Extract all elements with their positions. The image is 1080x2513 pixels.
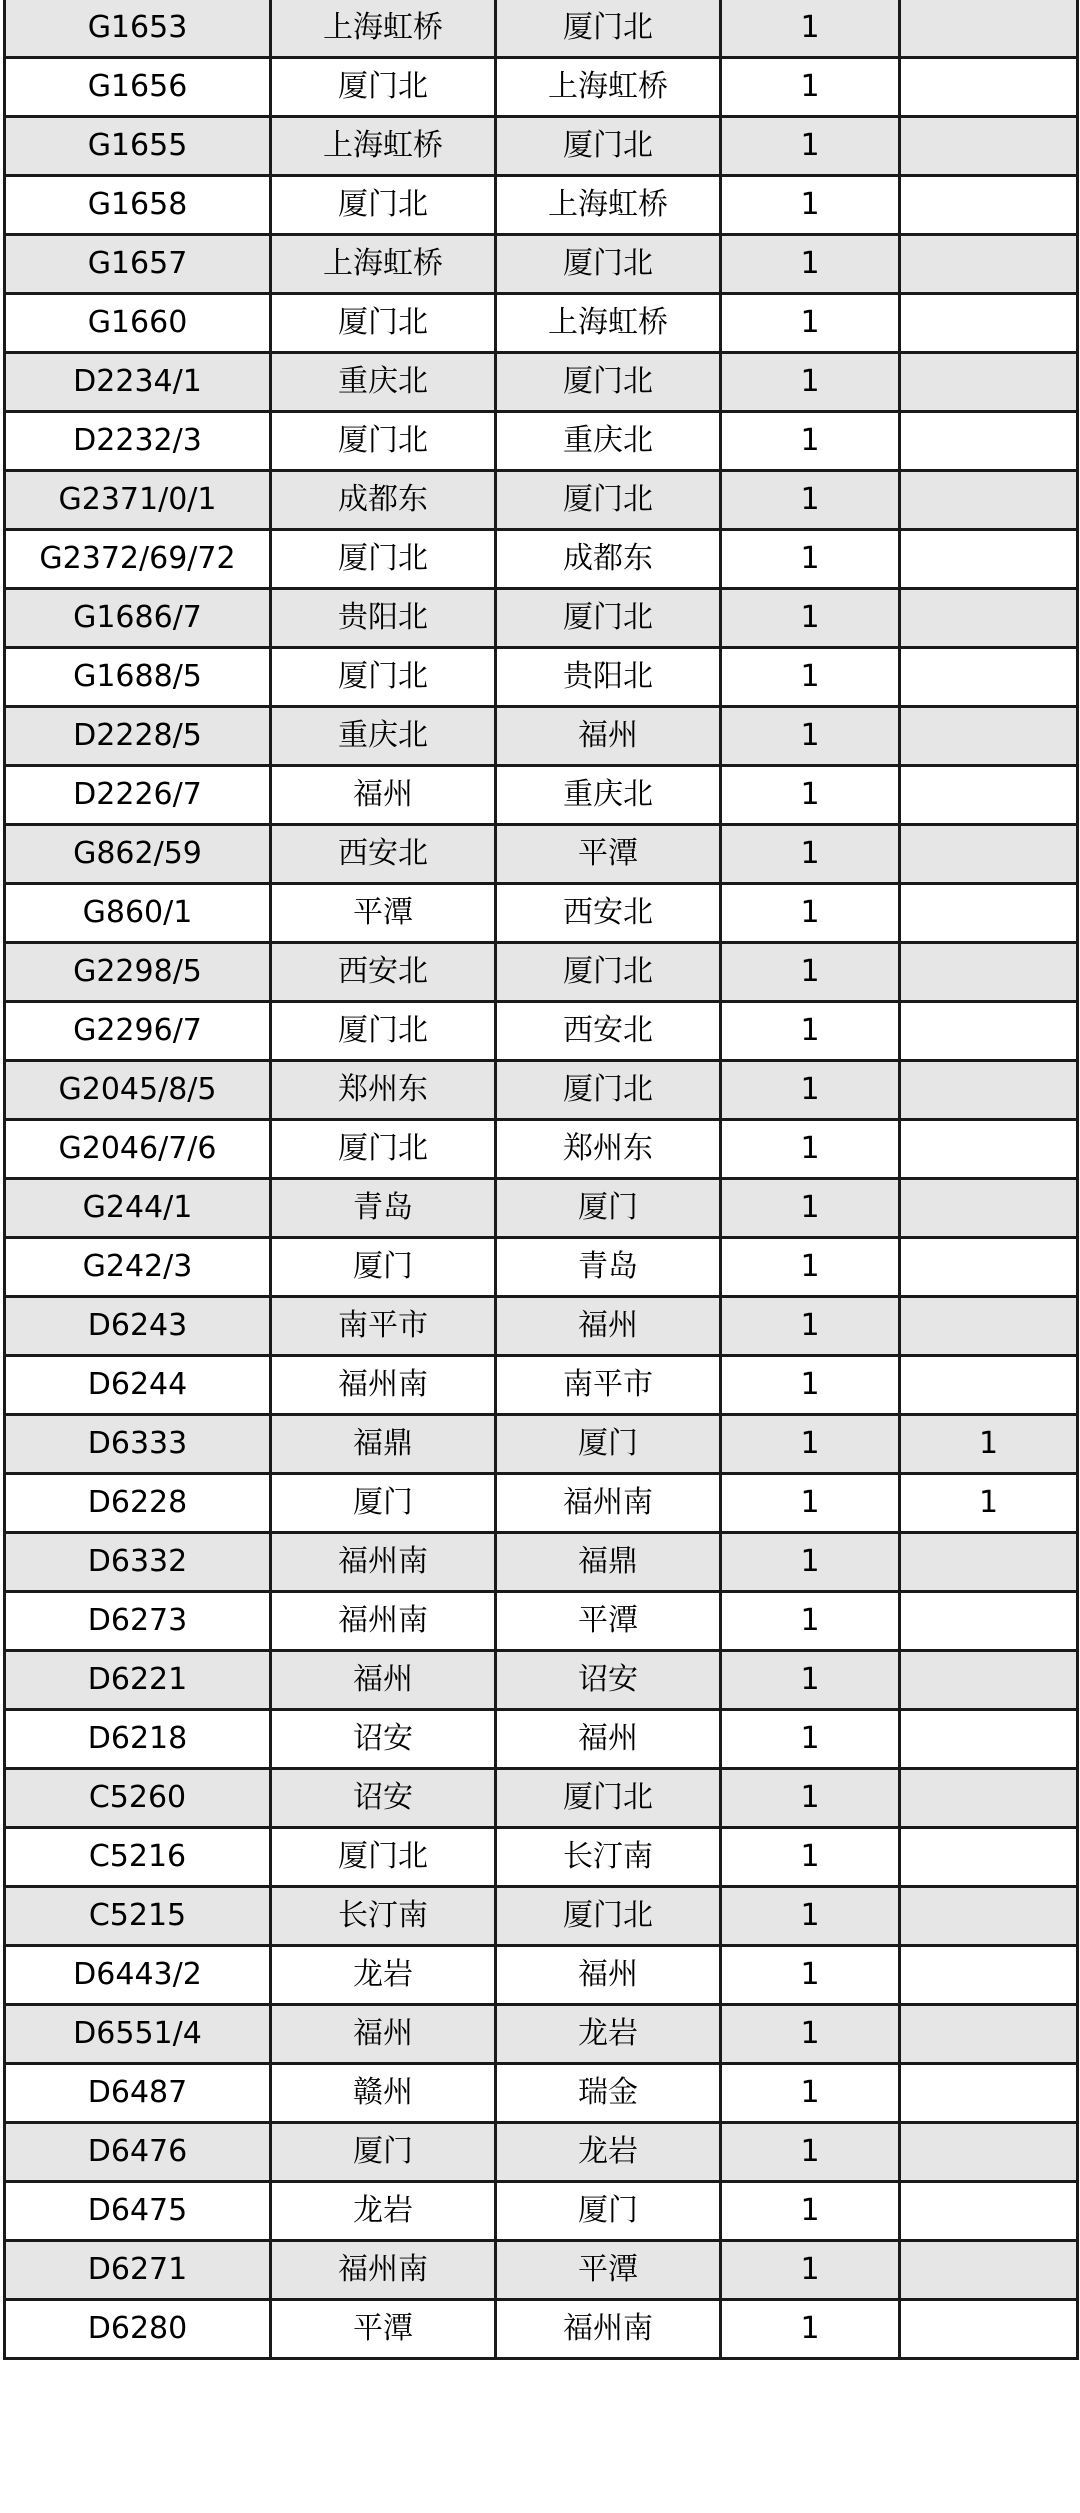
count-column-1-cell: 1 xyxy=(721,648,900,707)
count-column-1-cell: 1 xyxy=(721,1474,900,1533)
departure-station-cell: 厦门北 xyxy=(271,1002,496,1061)
train-number-cell: G2372/69/72 xyxy=(5,530,271,589)
count-column-1-cell: 1 xyxy=(721,1415,900,1474)
train-number-cell: G2371/0/1 xyxy=(5,471,271,530)
departure-station-cell: 福州南 xyxy=(271,1592,496,1651)
count-column-1-cell: 1 xyxy=(721,766,900,825)
count-column-2-cell xyxy=(900,412,1078,471)
arrival-station-cell: 上海虹桥 xyxy=(496,176,721,235)
arrival-station-cell: 郑州东 xyxy=(496,1120,721,1179)
count-column-2-cell xyxy=(900,1238,1078,1297)
train-number-cell: D2226/7 xyxy=(5,766,271,825)
count-column-1-cell: 1 xyxy=(721,825,900,884)
count-column-2-cell: 1 xyxy=(900,1474,1078,1533)
departure-station-cell: 诏安 xyxy=(271,1710,496,1769)
arrival-station-cell: 福州 xyxy=(496,707,721,766)
arrival-station-cell: 厦门北 xyxy=(496,353,721,412)
departure-station-cell: 厦门北 xyxy=(271,648,496,707)
train-number-cell: G2045/8/5 xyxy=(5,1061,271,1120)
train-number-cell: D6273 xyxy=(5,1592,271,1651)
table-row xyxy=(5,2182,1078,2241)
count-column-2-cell xyxy=(900,1297,1078,1356)
departure-station-cell: 成都东 xyxy=(271,471,496,530)
arrival-station-cell: 上海虹桥 xyxy=(496,294,721,353)
count-column-1-cell: 1 xyxy=(721,1651,900,1710)
table-row xyxy=(5,0,1078,58)
count-column-2-cell xyxy=(900,2005,1078,2064)
departure-station-cell: 龙岩 xyxy=(271,1946,496,2005)
departure-station-cell: 厦门北 xyxy=(271,1120,496,1179)
departure-station-cell: 青岛 xyxy=(271,1179,496,1238)
arrival-station-cell: 成都东 xyxy=(496,530,721,589)
departure-station-cell: 西安北 xyxy=(271,825,496,884)
table-row xyxy=(5,707,1078,766)
arrival-station-cell: 龙岩 xyxy=(496,2005,721,2064)
departure-station-cell: 福州南 xyxy=(271,2241,496,2300)
count-column-1-cell: 1 xyxy=(721,2241,900,2300)
count-column-2-cell: 1 xyxy=(900,1415,1078,1474)
table-row xyxy=(5,1769,1078,1828)
count-column-1-cell: 1 xyxy=(721,1592,900,1651)
table-row xyxy=(5,2005,1078,2064)
count-column-1-cell: 1 xyxy=(721,412,900,471)
arrival-station-cell: 厦门北 xyxy=(496,1061,721,1120)
table-row xyxy=(5,1946,1078,2005)
arrival-station-cell: 厦门 xyxy=(496,1179,721,1238)
count-column-2-cell xyxy=(900,2123,1078,2182)
count-column-2-cell xyxy=(900,1179,1078,1238)
departure-station-cell: 长汀南 xyxy=(271,1887,496,1946)
arrival-station-cell: 厦门 xyxy=(496,2182,721,2241)
train-number-cell: G1656 xyxy=(5,58,271,117)
count-column-2-cell xyxy=(900,1946,1078,2005)
count-column-1-cell: 1 xyxy=(721,530,900,589)
train-number-cell: D6271 xyxy=(5,2241,271,2300)
train-number-cell: G2298/5 xyxy=(5,943,271,1002)
table-row xyxy=(5,1238,1078,1297)
count-column-2-cell xyxy=(900,117,1078,176)
count-column-1-cell: 1 xyxy=(721,0,900,58)
table-row xyxy=(5,766,1078,825)
departure-station-cell: 赣州 xyxy=(271,2064,496,2123)
count-column-1-cell: 1 xyxy=(721,1238,900,1297)
train-number-cell: G1658 xyxy=(5,176,271,235)
table-row xyxy=(5,1179,1078,1238)
train-number-cell: D2228/5 xyxy=(5,707,271,766)
arrival-station-cell: 厦门北 xyxy=(496,943,721,1002)
count-column-1-cell: 1 xyxy=(721,353,900,412)
table-row xyxy=(5,1415,1078,1474)
table-row xyxy=(5,1474,1078,1533)
arrival-station-cell: 厦门北 xyxy=(496,589,721,648)
table-row xyxy=(5,1297,1078,1356)
schedule-table-body xyxy=(5,0,1078,2359)
count-column-1-cell: 1 xyxy=(721,2182,900,2241)
table-row xyxy=(5,648,1078,707)
departure-station-cell: 诏安 xyxy=(271,1769,496,1828)
arrival-station-cell: 西安北 xyxy=(496,1002,721,1061)
departure-station-cell: 平潭 xyxy=(271,884,496,943)
count-column-1-cell: 1 xyxy=(721,1002,900,1061)
arrival-station-cell: 福州 xyxy=(496,1710,721,1769)
arrival-station-cell: 厦门北 xyxy=(496,1769,721,1828)
table-row xyxy=(5,58,1078,117)
count-column-2-cell xyxy=(900,1120,1078,1179)
arrival-station-cell: 瑞金 xyxy=(496,2064,721,2123)
count-column-2-cell xyxy=(900,589,1078,648)
count-column-2-cell xyxy=(900,0,1078,58)
departure-station-cell: 重庆北 xyxy=(271,353,496,412)
count-column-1-cell: 1 xyxy=(721,943,900,1002)
departure-station-cell: 厦门北 xyxy=(271,530,496,589)
table-row xyxy=(5,294,1078,353)
departure-station-cell: 重庆北 xyxy=(271,707,496,766)
table-row xyxy=(5,2064,1078,2123)
arrival-station-cell: 福鼎 xyxy=(496,1533,721,1592)
arrival-station-cell: 厦门北 xyxy=(496,235,721,294)
arrival-station-cell: 厦门 xyxy=(496,1415,721,1474)
train-number-cell: G1655 xyxy=(5,117,271,176)
train-number-cell: D2234/1 xyxy=(5,353,271,412)
count-column-1-cell: 1 xyxy=(721,1356,900,1415)
table-row xyxy=(5,117,1078,176)
table-row xyxy=(5,1356,1078,1415)
table-row xyxy=(5,1651,1078,1710)
table-row xyxy=(5,2123,1078,2182)
train-number-cell: G242/3 xyxy=(5,1238,271,1297)
count-column-1-cell: 1 xyxy=(721,1179,900,1238)
arrival-station-cell: 重庆北 xyxy=(496,412,721,471)
count-column-2-cell xyxy=(900,530,1078,589)
train-number-cell: D6243 xyxy=(5,1297,271,1356)
train-number-cell: G1653 xyxy=(5,0,271,58)
departure-station-cell: 厦门北 xyxy=(271,58,496,117)
count-column-2-cell xyxy=(900,1533,1078,1592)
table-row xyxy=(5,471,1078,530)
table-row xyxy=(5,530,1078,589)
count-column-2-cell xyxy=(900,1592,1078,1651)
table-row xyxy=(5,353,1078,412)
count-column-1-cell: 1 xyxy=(721,2064,900,2123)
train-number-cell: G2046/7/6 xyxy=(5,1120,271,1179)
train-number-cell: D6333 xyxy=(5,1415,271,1474)
count-column-1-cell: 1 xyxy=(721,1120,900,1179)
train-number-cell: C5215 xyxy=(5,1887,271,1946)
train-number-cell: D6332 xyxy=(5,1533,271,1592)
table-row xyxy=(5,235,1078,294)
arrival-station-cell: 平潭 xyxy=(496,1592,721,1651)
arrival-station-cell: 福州 xyxy=(496,1297,721,1356)
count-column-2-cell xyxy=(900,707,1078,766)
count-column-1-cell: 1 xyxy=(721,1769,900,1828)
count-column-2-cell xyxy=(900,2300,1078,2359)
table-row xyxy=(5,1828,1078,1887)
train-number-cell: D6475 xyxy=(5,2182,271,2241)
train-number-cell: D6221 xyxy=(5,1651,271,1710)
count-column-1-cell: 1 xyxy=(721,2005,900,2064)
departure-station-cell: 厦门 xyxy=(271,1238,496,1297)
arrival-station-cell: 平潭 xyxy=(496,2241,721,2300)
train-number-cell: G2296/7 xyxy=(5,1002,271,1061)
count-column-2-cell xyxy=(900,1769,1078,1828)
arrival-station-cell: 福州南 xyxy=(496,1474,721,1533)
train-number-cell: G1686/7 xyxy=(5,589,271,648)
table-row xyxy=(5,1533,1078,1592)
arrival-station-cell: 贵阳北 xyxy=(496,648,721,707)
count-column-1-cell: 1 xyxy=(721,1297,900,1356)
departure-station-cell: 厦门北 xyxy=(271,1828,496,1887)
table-row xyxy=(5,412,1078,471)
table-row xyxy=(5,1002,1078,1061)
departure-station-cell: 龙岩 xyxy=(271,2182,496,2241)
count-column-2-cell xyxy=(900,353,1078,412)
train-number-cell: C5216 xyxy=(5,1828,271,1887)
count-column-2-cell xyxy=(900,235,1078,294)
count-column-2-cell xyxy=(900,648,1078,707)
table-row xyxy=(5,884,1078,943)
table-row xyxy=(5,2241,1078,2300)
table-row xyxy=(5,1710,1078,1769)
departure-station-cell: 上海虹桥 xyxy=(271,117,496,176)
train-number-cell: G1660 xyxy=(5,294,271,353)
table-row xyxy=(5,1061,1078,1120)
count-column-1-cell: 1 xyxy=(721,884,900,943)
train-number-cell: D6228 xyxy=(5,1474,271,1533)
table-row xyxy=(5,589,1078,648)
arrival-station-cell: 平潭 xyxy=(496,825,721,884)
train-number-cell: D6476 xyxy=(5,2123,271,2182)
train-number-cell: G1688/5 xyxy=(5,648,271,707)
table-row xyxy=(5,1592,1078,1651)
arrival-station-cell: 上海虹桥 xyxy=(496,58,721,117)
departure-station-cell: 福州南 xyxy=(271,1356,496,1415)
train-number-cell: D6443/2 xyxy=(5,1946,271,2005)
departure-station-cell: 郑州东 xyxy=(271,1061,496,1120)
arrival-station-cell: 厦门北 xyxy=(496,117,721,176)
departure-station-cell: 福州南 xyxy=(271,1533,496,1592)
count-column-1-cell: 1 xyxy=(721,176,900,235)
arrival-station-cell: 重庆北 xyxy=(496,766,721,825)
count-column-2-cell xyxy=(900,1061,1078,1120)
count-column-2-cell xyxy=(900,766,1078,825)
count-column-1-cell: 1 xyxy=(721,1710,900,1769)
count-column-1-cell: 1 xyxy=(721,117,900,176)
arrival-station-cell: 福州 xyxy=(496,1946,721,2005)
count-column-2-cell xyxy=(900,2064,1078,2123)
arrival-station-cell: 西安北 xyxy=(496,884,721,943)
count-column-1-cell: 1 xyxy=(721,2123,900,2182)
count-column-1-cell: 1 xyxy=(721,294,900,353)
train-number-cell: D6218 xyxy=(5,1710,271,1769)
count-column-1-cell: 1 xyxy=(721,235,900,294)
departure-station-cell: 上海虹桥 xyxy=(271,235,496,294)
count-column-2-cell xyxy=(900,1651,1078,1710)
count-column-1-cell: 1 xyxy=(721,1946,900,2005)
train-number-cell: G244/1 xyxy=(5,1179,271,1238)
arrival-station-cell: 长汀南 xyxy=(496,1828,721,1887)
departure-station-cell: 上海虹桥 xyxy=(271,0,496,58)
count-column-2-cell xyxy=(900,884,1078,943)
table-row xyxy=(5,943,1078,1002)
departure-station-cell: 福州 xyxy=(271,2005,496,2064)
count-column-2-cell xyxy=(900,58,1078,117)
count-column-1-cell: 1 xyxy=(721,1828,900,1887)
departure-station-cell: 福鼎 xyxy=(271,1415,496,1474)
arrival-station-cell: 厦门北 xyxy=(496,1887,721,1946)
count-column-2-cell xyxy=(900,1356,1078,1415)
train-number-cell: G862/59 xyxy=(5,825,271,884)
departure-station-cell: 厦门 xyxy=(271,1474,496,1533)
train-number-cell: D6280 xyxy=(5,2300,271,2359)
count-column-2-cell xyxy=(900,471,1078,530)
arrival-station-cell: 厦门北 xyxy=(496,0,721,58)
count-column-1-cell: 1 xyxy=(721,589,900,648)
count-column-1-cell: 1 xyxy=(721,1887,900,1946)
departure-station-cell: 贵阳北 xyxy=(271,589,496,648)
arrival-station-cell: 诏安 xyxy=(496,1651,721,1710)
count-column-2-cell xyxy=(900,1002,1078,1061)
count-column-1-cell: 1 xyxy=(721,58,900,117)
departure-station-cell: 福州 xyxy=(271,766,496,825)
count-column-1-cell: 1 xyxy=(721,1533,900,1592)
departure-station-cell: 厦门北 xyxy=(271,294,496,353)
train-number-cell: C5260 xyxy=(5,1769,271,1828)
train-number-cell: D6244 xyxy=(5,1356,271,1415)
arrival-station-cell: 龙岩 xyxy=(496,2123,721,2182)
table-row xyxy=(5,825,1078,884)
departure-station-cell: 福州 xyxy=(271,1651,496,1710)
count-column-2-cell xyxy=(900,1887,1078,1946)
train-number-cell: D2232/3 xyxy=(5,412,271,471)
departure-station-cell: 厦门北 xyxy=(271,176,496,235)
arrival-station-cell: 青岛 xyxy=(496,1238,721,1297)
arrival-station-cell: 南平市 xyxy=(496,1356,721,1415)
train-number-cell: D6487 xyxy=(5,2064,271,2123)
table-row xyxy=(5,1120,1078,1179)
train-number-cell: G860/1 xyxy=(5,884,271,943)
departure-station-cell: 南平市 xyxy=(271,1297,496,1356)
departure-station-cell: 厦门北 xyxy=(271,412,496,471)
train-schedule-table xyxy=(3,0,1079,2360)
arrival-station-cell: 厦门北 xyxy=(496,471,721,530)
count-column-1-cell: 1 xyxy=(721,1061,900,1120)
train-number-cell: G1657 xyxy=(5,235,271,294)
count-column-1-cell: 1 xyxy=(721,707,900,766)
count-column-2-cell xyxy=(900,176,1078,235)
count-column-2-cell xyxy=(900,825,1078,884)
count-column-2-cell xyxy=(900,1710,1078,1769)
departure-station-cell: 西安北 xyxy=(271,943,496,1002)
count-column-2-cell xyxy=(900,2182,1078,2241)
departure-station-cell: 厦门 xyxy=(271,2123,496,2182)
table-row xyxy=(5,2300,1078,2359)
count-column-2-cell xyxy=(900,2241,1078,2300)
table-row xyxy=(5,1887,1078,1946)
table-row xyxy=(5,176,1078,235)
arrival-station-cell: 福州南 xyxy=(496,2300,721,2359)
count-column-1-cell: 1 xyxy=(721,2300,900,2359)
count-column-1-cell: 1 xyxy=(721,471,900,530)
count-column-2-cell xyxy=(900,1828,1078,1887)
count-column-2-cell xyxy=(900,943,1078,1002)
train-number-cell: D6551/4 xyxy=(5,2005,271,2064)
departure-station-cell: 平潭 xyxy=(271,2300,496,2359)
count-column-2-cell xyxy=(900,294,1078,353)
